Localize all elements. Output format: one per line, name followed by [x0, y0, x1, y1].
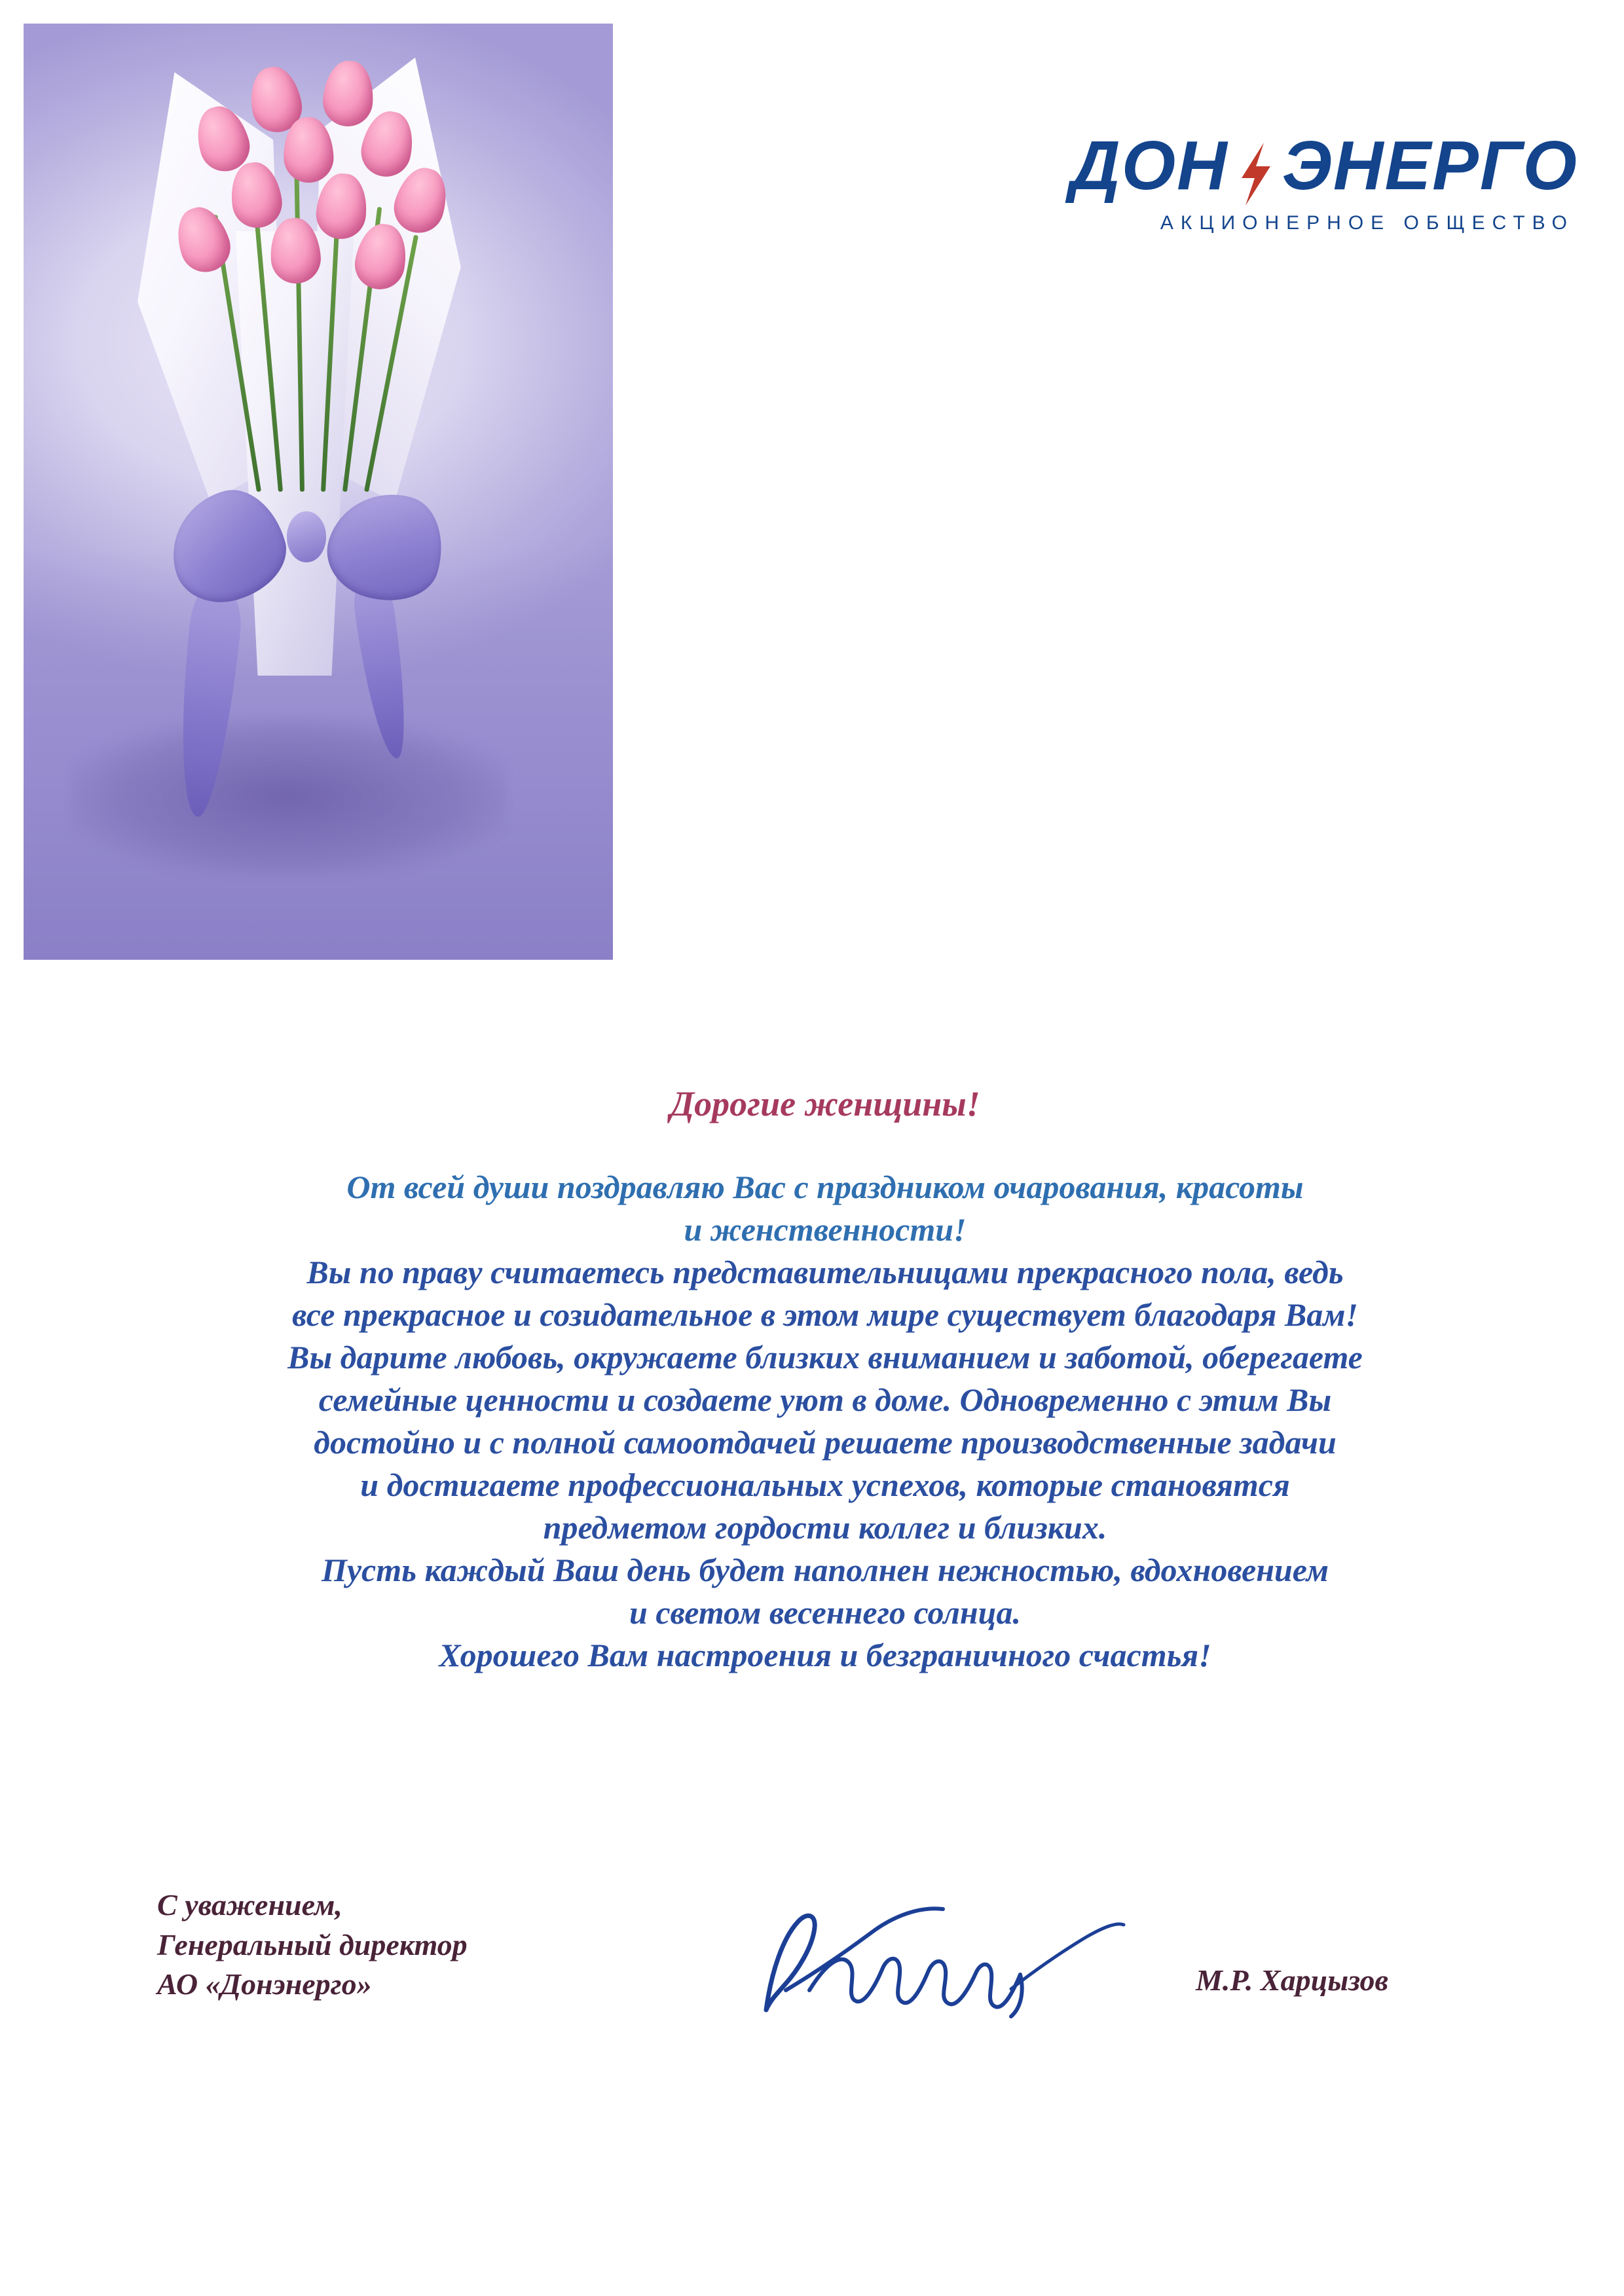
tulip-flower [283, 117, 335, 184]
tulip-flower [322, 60, 376, 128]
greeting-line: Хорошего Вам настроения и безграничного счастья! [439, 1637, 1211, 1673]
header-photo [24, 24, 613, 960]
greeting-body [131, 1084, 1519, 1677]
tulip-flower [351, 220, 411, 293]
tulip-heads [165, 61, 495, 342]
greeting-line: и светом весеннего солнца. [629, 1594, 1021, 1631]
greeting-line: и достигаете профессиональных успехов, которые становятся [360, 1467, 1290, 1503]
greeting-line: достойно и с полной самоотдачей решаете производственные задачи [314, 1424, 1337, 1461]
ribbon-tail-right [350, 573, 415, 761]
tulip-flower [227, 159, 285, 231]
ribbon-tail-left [170, 579, 245, 819]
photo-scene [24, 24, 613, 960]
tulip-flower [268, 217, 323, 285]
salutation: Дорогие женщины! [670, 1084, 980, 1123]
ribbon-loop-right [316, 479, 455, 614]
greeting-line: семейные ценности и создаете уют в доме. Одновременно с этим Вы [318, 1381, 1332, 1418]
ribbon-knot [287, 511, 326, 562]
logo-word-left: ДОН [1070, 127, 1228, 204]
signer-name: М.Р. Харцызов [1196, 1963, 1388, 1997]
signature-text [157, 1886, 468, 2005]
ribbon-bow [165, 473, 448, 791]
tulip-flower [314, 171, 370, 241]
company-logo [976, 127, 1578, 234]
greeting-line: От всей души поздравляю Вас с праздником очарования, красоты [346, 1169, 1304, 1205]
position-line-2: АО «Донэнерго» [157, 1967, 372, 2001]
greeting-line: Вы дарите любовь, окружаете близких вниманием и заботой, оберегаете [287, 1339, 1363, 1376]
logo-wordmark [976, 127, 1578, 204]
greeting-line: и женственности! [684, 1211, 967, 1248]
greeting-line: все прекрасное и созидательное в этом мире существует благодаря Вам! [292, 1296, 1358, 1333]
greeting-line: Вы по праву считаетесь представительницами прекрасного пола, ведь [306, 1254, 1344, 1290]
position-line-1: Генеральный директор [157, 1927, 468, 1961]
signature-block [157, 1886, 1506, 2056]
closing-line: С уважением, [157, 1888, 342, 1922]
handwritten-signature [747, 1892, 1139, 2036]
logo-subtitle: АКЦИОНЕРНОЕ ОБЩЕСТВО [1160, 212, 1574, 234]
tulip-flower [170, 201, 237, 279]
greeting-line: предметом гордости коллег и близких. [543, 1509, 1107, 1546]
greeting-paragraph [131, 1166, 1519, 1677]
lightning-bolt-icon [1238, 143, 1273, 206]
ribbon-loop-left [158, 479, 297, 614]
greeting-line: Пусть каждый Ваш день будет наполнен нежностью, вдохновением [321, 1552, 1329, 1588]
logo-word-right: ЭНЕРГО [1282, 127, 1578, 204]
